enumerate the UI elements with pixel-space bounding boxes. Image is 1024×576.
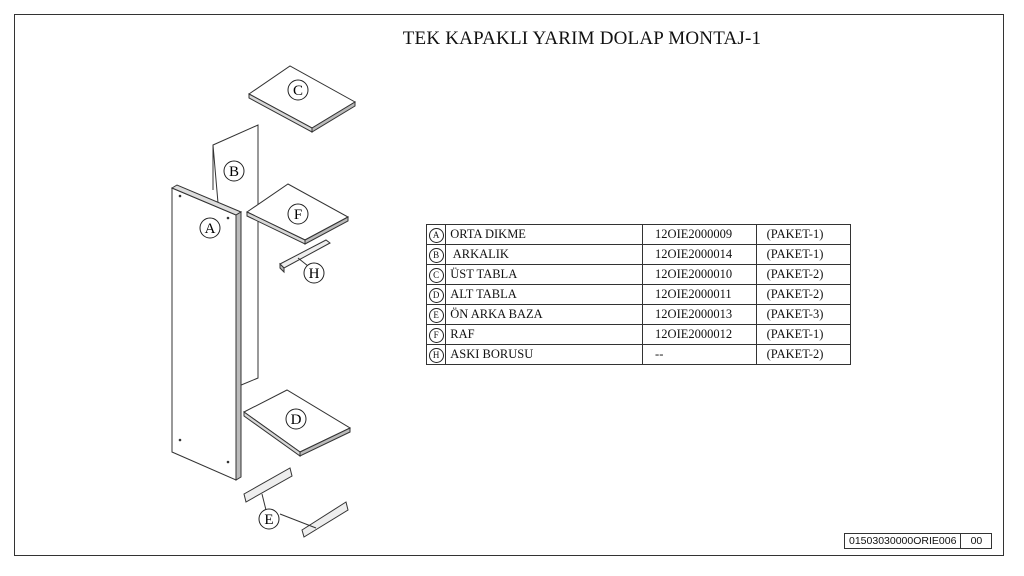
- part-code: 12OIE2000012: [643, 325, 757, 345]
- part-e-plinth-front: [244, 468, 292, 502]
- part-package: (PAKET-2): [756, 265, 850, 285]
- part-package: (PAKET-2): [756, 285, 850, 305]
- table-row: [427, 265, 851, 285]
- part-letter: F: [429, 328, 444, 343]
- part-package: (PAKET-1): [756, 245, 850, 265]
- callout-h: [304, 263, 324, 283]
- parts-list-table: [426, 224, 851, 365]
- table-row: [427, 285, 851, 305]
- callout-b: [224, 161, 244, 181]
- table-row: [427, 225, 851, 245]
- part-letter: H: [429, 348, 444, 363]
- part-letter: C: [429, 268, 444, 283]
- part-name: ARKALIK: [446, 245, 643, 265]
- callout-c: [288, 80, 308, 100]
- part-name: ÜST TABLA: [446, 265, 643, 285]
- part-letter: A: [429, 228, 444, 243]
- part-code: 12OIE2000013: [643, 305, 757, 325]
- svg-text:D: D: [290, 412, 302, 428]
- part-code: 12OIE2000010: [643, 265, 757, 285]
- revision-number: 00: [961, 534, 992, 549]
- svg-text:C: C: [292, 83, 304, 99]
- table-row: [427, 325, 851, 345]
- callout-d: [286, 409, 306, 429]
- svg-text:F: F: [293, 207, 303, 223]
- part-name: ASKI BORUSU: [446, 345, 643, 365]
- part-letter: D: [429, 288, 444, 303]
- document-number: 01503030000ORIE006: [845, 534, 961, 549]
- part-code: 12OIE2000014: [643, 245, 757, 265]
- part-package: (PAKET-1): [756, 325, 850, 345]
- callout-f: [288, 204, 308, 224]
- part-letter: B: [429, 248, 444, 263]
- svg-text:E: E: [264, 512, 274, 528]
- part-code: --: [643, 345, 757, 365]
- part-name: RAF: [446, 325, 643, 345]
- part-package: (PAKET-3): [756, 305, 850, 325]
- part-package: (PAKET-2): [756, 345, 850, 365]
- svg-text:H: H: [308, 266, 320, 282]
- part-code: 12OIE2000011: [643, 285, 757, 305]
- part-letter: E: [429, 308, 444, 323]
- callout-a: [200, 218, 220, 238]
- part-name: ALT TABLA: [446, 285, 643, 305]
- callout-e: [259, 509, 279, 529]
- part-package: (PAKET-1): [756, 225, 850, 245]
- table-row: [427, 305, 851, 325]
- svg-text:B: B: [228, 164, 240, 180]
- title-text: TEK KAPAKLI YARIM DOLAP MONTAJ-1: [402, 28, 762, 49]
- svg-text:A: A: [204, 221, 216, 237]
- part-e-plinth-back: [302, 502, 348, 537]
- table-row: [427, 245, 851, 265]
- table-row: [427, 345, 851, 365]
- part-name: ORTA DIKME: [446, 225, 643, 245]
- document-number-box: [844, 533, 992, 549]
- part-code: 12OIE2000009: [643, 225, 757, 245]
- part-name: ÖN ARKA BAZA: [446, 305, 643, 325]
